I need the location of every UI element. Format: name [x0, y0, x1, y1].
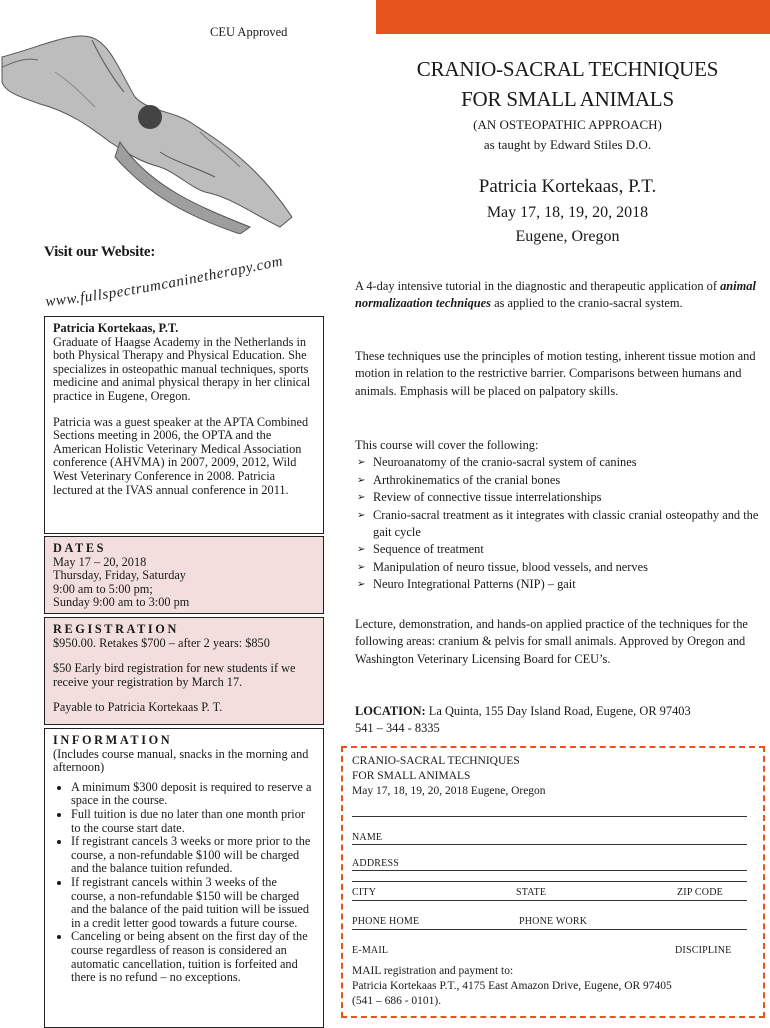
course-taught-by: as taught by Edward Stiles D.O.: [483, 137, 652, 152]
skull-illustration: [0, 12, 300, 234]
dates-hours-1: 9:00 am to 5:00 pm;: [53, 581, 153, 596]
form-state-label: STATE: [516, 887, 547, 898]
dates-heading: DATES: [53, 541, 107, 555]
form-discipline-label: DISCIPLINE: [675, 945, 732, 956]
website-url-text: www.fullspectrumcaninetherapy.com: [44, 253, 285, 311]
topics-intro: This course will cover the following:: [355, 438, 539, 452]
form-city-label: CITY: [352, 887, 377, 898]
form-blank-line[interactable]: [352, 816, 747, 817]
information-includes: (Includes course manual, snacks in the morning and afternoon): [53, 746, 309, 775]
bio-paragraph-2: Patricia was a guest speaker at the APTA Combined Sections meeting in 2006, the OPTA and the American Holistic Veterinary Medical Association conference (AHVMA) in 2007, 2009, 2012, Wild West Veterinary Conference in 2008. Patricia lectured at the IVAS annual conference in 2011.: [53, 414, 309, 497]
topic-item: ➢ Arthrokinematics of the cranial bones: [355, 472, 765, 489]
information-item: • Full tuition is due no later than one month prior to the course start date.: [71, 808, 315, 835]
form-email-label: E-MAIL: [352, 945, 389, 956]
information-box: [44, 728, 324, 1028]
information-item: • Canceling or being absent on the first day of the course regardless of reason is considered an automatic cancellation, tuition is forfeited and there is no refund – no exceptions.: [71, 930, 315, 984]
form-phone-home-label: PHONE HOME: [352, 916, 420, 927]
information-heading: INFORMATION: [53, 733, 173, 747]
topic-item: ➢ Neuro Integrational Patterns (NIP) – gait: [355, 576, 765, 593]
dates-hours-2: Sunday 9:00 am to 3:00 pm: [53, 595, 190, 610]
intro-paragraph: A 4-day intensive tutorial in the diagnostic and therapeutic application of animal normalizaation techniques as applied to the cranio-sacral system.: [355, 279, 756, 311]
form-name-field[interactable]: [352, 844, 747, 845]
form-phone-field[interactable]: [352, 929, 747, 930]
form-city-field[interactable]: [352, 900, 747, 901]
location-phone: 541 – 344 - 8335: [355, 721, 440, 736]
topics-section: [355, 437, 765, 594]
location-block: [355, 703, 765, 738]
form-address-label: ADDRESS: [352, 858, 399, 869]
form-phone-work-label: PHONE WORK: [519, 916, 588, 927]
presenter-name: Patricia Kortekaas, P.T.: [478, 176, 657, 197]
form-title: CRANIO-SACRAL TECHNIQUES FOR SMALL ANIMALS May 17, 18, 19, 20, 2018 Eugene, Oregon: [352, 755, 546, 797]
dates-range: May 17 – 20, 2018: [53, 554, 147, 569]
header-accent-bar: [376, 0, 770, 34]
course-title: CRANIO-SACRAL TECHNIQUES FOR SMALL ANIMALS: [416, 57, 719, 111]
website-url-curved[interactable]: [38, 250, 308, 320]
dates-days: Thursday, Friday, Saturday: [53, 568, 186, 583]
registration-box: [44, 617, 324, 725]
form-address-field[interactable]: [352, 870, 747, 871]
information-item: • If registrant cancels within 3 weeks of the course, a non-refundable $150 will be charged and the balance of the paid tuition will be issued in a credit letter good towards a future course.: [71, 876, 315, 930]
information-item: • A minimum $300 deposit is required to reserve a space in the course.: [71, 781, 315, 808]
course-dates: May 17, 18, 19, 20, 2018: [486, 204, 649, 221]
form-name-label: NAME: [352, 832, 383, 843]
bio-box: [44, 316, 324, 534]
course-approach: (AN OSTEOPATHIC APPROACH): [473, 117, 662, 132]
topics-list: [355, 454, 765, 593]
registration-heading: REGISTRATION: [53, 622, 179, 636]
emphasis-technique: animal normalizaation techniques: [355, 279, 756, 311]
dates-box: [44, 536, 324, 614]
topic-item: ➢ Manipulation of neuro tissue, blood vessels, and nerves: [355, 559, 765, 576]
registration-fees: $950.00. Retakes $700 – after 2 years: $850: [53, 635, 270, 650]
information-list: [53, 781, 315, 985]
topic-item: ➢ Cranio-sacral treatment as it integrates with classic cranial osteopathy and the gait cycle: [355, 507, 765, 542]
bio-name: Patricia Kortekaas, P.T.: [53, 321, 179, 335]
topic-item: ➢ Neuroanatomy of the cranio-sacral system of canines: [355, 454, 765, 471]
ceu-approved-label: CEU Approved: [210, 25, 288, 39]
registration-payable: Payable to Patricia Kortekaas P. T.: [53, 700, 223, 715]
topic-item: ➢ Sequence of treatment: [355, 541, 765, 558]
topic-item: ➢ Review of connective tissue interrelationships: [355, 489, 765, 506]
course-city: Eugene, Oregon: [515, 228, 620, 245]
techniques-paragraph: These techniques use the principles of motion testing, inherent tissue motion and motion in relation to the restrictive barrier. Comparisons between humans and animals. Emphasis will be placed on palpatory skills.: [355, 349, 756, 398]
bio-paragraph-1: Graduate of Haagse Academy in the Netherlands in both Physical Therapy and Physical Education. She specializes in osteopathic manual techniques, sports medicine and animal physical therapy in her clinical practice in Eugene, Oregon.: [53, 334, 311, 403]
lecture-paragraph: Lecture, demonstration, and hands-on applied practice of the techniques for the following areas: cranium & pelvis for small animals. Approved by Oregon and Washington Veterinary Licensing Board for CEU’s.: [355, 617, 748, 666]
location-label: LOCATION:: [355, 704, 426, 718]
form-mail-instructions: MAIL registration and payment to: Patricia Kortekaas P.T., 4175 East Amazon Drive, Eugene, OR 97405 (541 – 686 - 0101).: [352, 965, 672, 1007]
form-address-line-2[interactable]: [352, 881, 747, 882]
svg-text:www.fullspectrumcaninetherapy.: [45, 253, 285, 310]
visit-website-label: Visit our Website:: [44, 244, 156, 260]
information-item: • If registrant cancels 3 weeks or more prior to the course, a non-refundable $100 will be charged and the balance tuition refunded.: [71, 835, 315, 876]
registration-early-bird: $50 Early bird registration for new students if we receive your registration by March 17.: [53, 661, 296, 689]
form-zip-label: ZIP CODE: [677, 887, 723, 898]
location-address: La Quinta, 155 Day Island Road, Eugene, OR 97403: [425, 704, 691, 718]
registration-form: [341, 746, 765, 1018]
